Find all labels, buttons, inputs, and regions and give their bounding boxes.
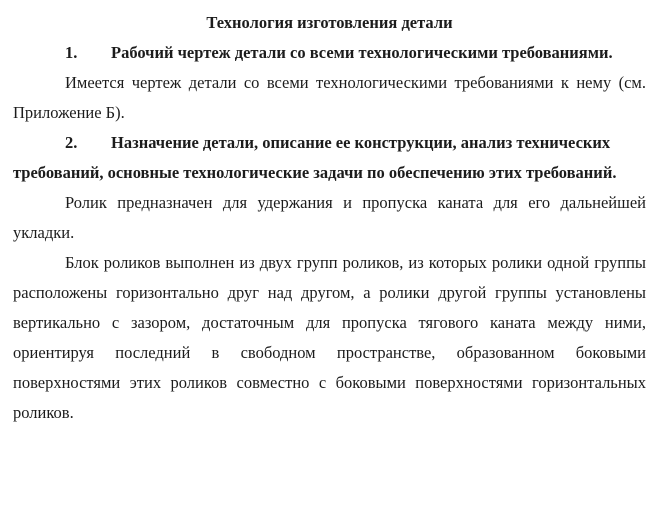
section-1-heading-text: Рабочий чертеж детали со всеми технологическими требованиями. <box>111 43 613 62</box>
section-2-heading <box>13 128 646 188</box>
section-1-heading <box>13 38 646 68</box>
section-2-paragraph-1: Ролик предназначен для удержания и пропуска каната для его дальнейшей укладки. <box>13 193 646 242</box>
section-2-paragraph-2: Блок роликов выполнен из двух групп роликов, из которых ролики одной группы расположены горизонтально друг над другом, а ролики другой группы установлены вертикально с зазором, достаточным для пропуска тягового каната между ними, ориентируя последний в свободном пространстве, образованном боковыми поверхностями этих роликов совместно с боковыми поверхностями горизонтальных роликов. <box>13 253 646 422</box>
section-2-heading-text: Назначение детали, описание ее конструкции, анализ технических требований, основные технологические задачи по обеспечению этих требований. <box>13 133 617 182</box>
section-1-number: 1. <box>65 43 78 62</box>
section-2-number: 2. <box>65 133 78 152</box>
document-page <box>13 8 646 428</box>
section-1-paragraph-1: Имеется чертеж детали со всеми технологическими требованиями к нему (см. Приложение Б). <box>13 73 646 122</box>
document-title: Технология изготовления детали <box>206 13 453 32</box>
